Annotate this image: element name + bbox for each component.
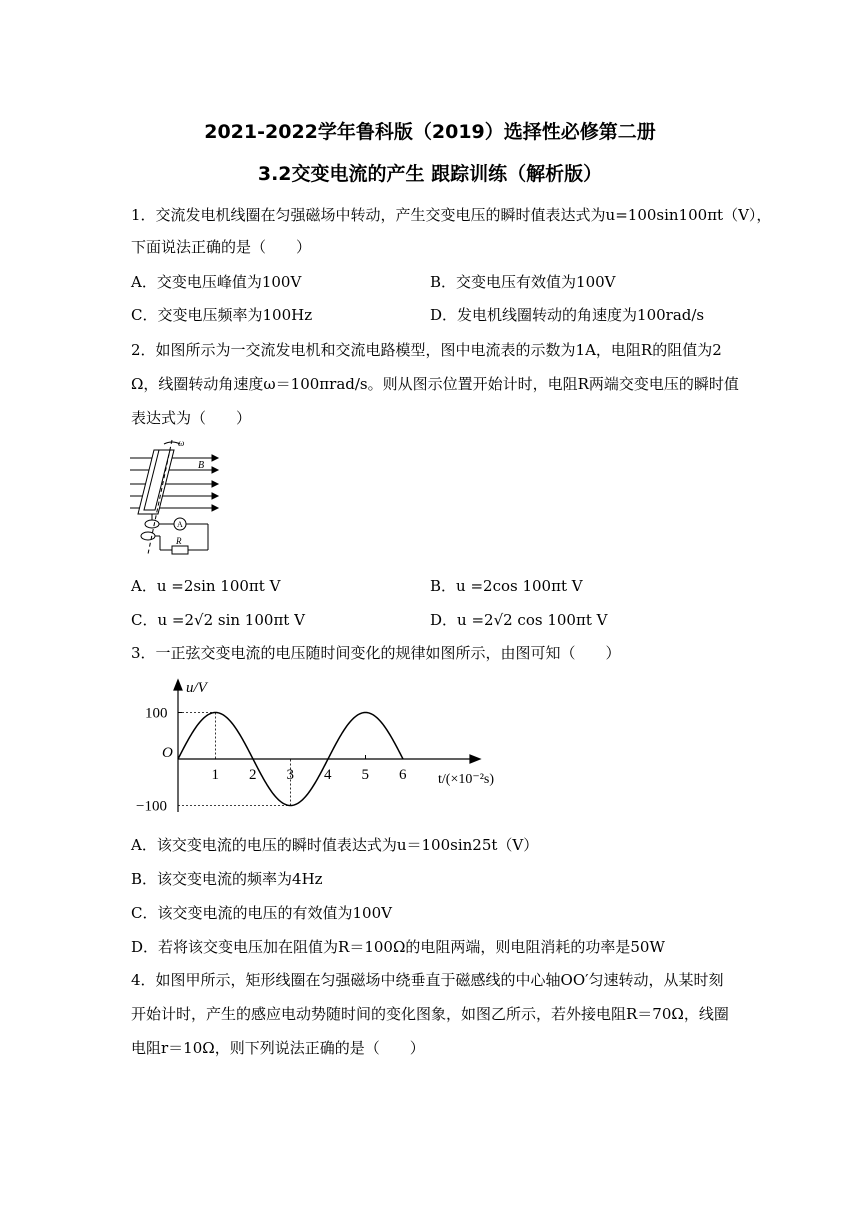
ammeter-label: A: [177, 520, 183, 529]
q1-option-d: D．发电机线圈转动的角速度为100rad/s: [430, 306, 705, 324]
q1-stem-line1: 1．交流发电机线圈在匀强磁场中转动，产生交变电压的瞬时值表达式为u=100sin100πt（V），: [131, 206, 772, 224]
q1-option-b: B．交变电压有效值为100V: [430, 273, 616, 291]
q2-option-c: C．u =2√2 sin 100πt V: [131, 611, 305, 629]
q1-option-c: C．交变电压频率为100Hz: [131, 306, 313, 324]
field-label: B: [198, 460, 205, 471]
document-title-line1: 2021-2022学年鲁科版（2019）选择性必修第二册: [204, 121, 656, 143]
voltage-time-chart: [130, 672, 520, 822]
x-tick-label: 5: [361, 767, 369, 783]
q4-stem-line1: 4．如图甲所示，矩形线圈在匀强磁场中绕垂直于磁感线的中心轴OO′匀速转动，从某时刻: [131, 971, 724, 989]
x-tick-label: 4: [324, 767, 332, 783]
omega-label: ω: [178, 438, 185, 448]
chart-ylabel: u/V: [186, 680, 207, 696]
q2-option-b: B．u =2cos 100πt V: [430, 577, 583, 595]
x-tick-label: 1: [211, 767, 219, 783]
q4-stem-line2: 开始计时，产生的感应电动势随时间的变化图象，如图乙所示，若外接电阻R＝70Ω，线圈: [131, 1005, 729, 1023]
x-tick-label: 2: [249, 767, 257, 783]
q2-option-d: D．u =2√2 cos 100πt V: [430, 611, 608, 629]
chart-origin-label: O: [162, 745, 173, 761]
q2-stem-line2: Ω，线圈转动角速度ω＝100πrad/s。则从图示位置开始计时，电阻R两端交变电压的瞬时值: [131, 375, 739, 393]
chart-xlabel: t/(×10⁻²s): [438, 772, 495, 787]
q3-option-b: B．该交变电流的频率为4Hz: [131, 870, 323, 888]
x-axis-arrow: [470, 755, 480, 763]
q1-stem-line2: 下面说法正确的是（ ）: [131, 238, 312, 256]
q2-stem-line1: 2．如图所示为一交流发电机和交流电路模型，图中电流表的示数为1A，电阻R的阻值为2: [131, 341, 722, 359]
q1-option-a: A．交变电压峰值为100V: [131, 273, 302, 291]
q3-option-c: C．该交变电流的电压的有效值为100V: [131, 904, 392, 922]
q3-option-a: A．该交变电流的电压的瞬时值表达式为u＝100sin25t（V）: [131, 836, 539, 854]
q3-option-d: D．若将该交变电压加在阻值为R＝100Ω的电阻两端，则电阻消耗的功率是50W: [131, 938, 665, 956]
document-title-line2: 3.2交变电流的产生 跟踪训练（解析版）: [257, 163, 603, 185]
q4-stem-line3: 电阻r＝10Ω，则下列说法正确的是（ ）: [131, 1039, 425, 1057]
q2-option-a: A．u =2sin 100πt V: [131, 577, 281, 595]
y-tick-label: −100: [136, 798, 167, 815]
generator-circuit-figure: [126, 438, 226, 558]
y-tick-label: 100: [145, 705, 168, 722]
y-axis-arrow: [174, 680, 182, 690]
q3-stem: 3．一正弦交变电流的电压随时间变化的规律如图所示，由图可知（ ）: [131, 644, 621, 662]
x-tick-label: 6: [399, 767, 407, 783]
q2-stem-line3: 表达式为（ ）: [131, 409, 252, 427]
x-tick-label: 3: [286, 767, 294, 783]
resistor-label: R: [176, 536, 182, 546]
